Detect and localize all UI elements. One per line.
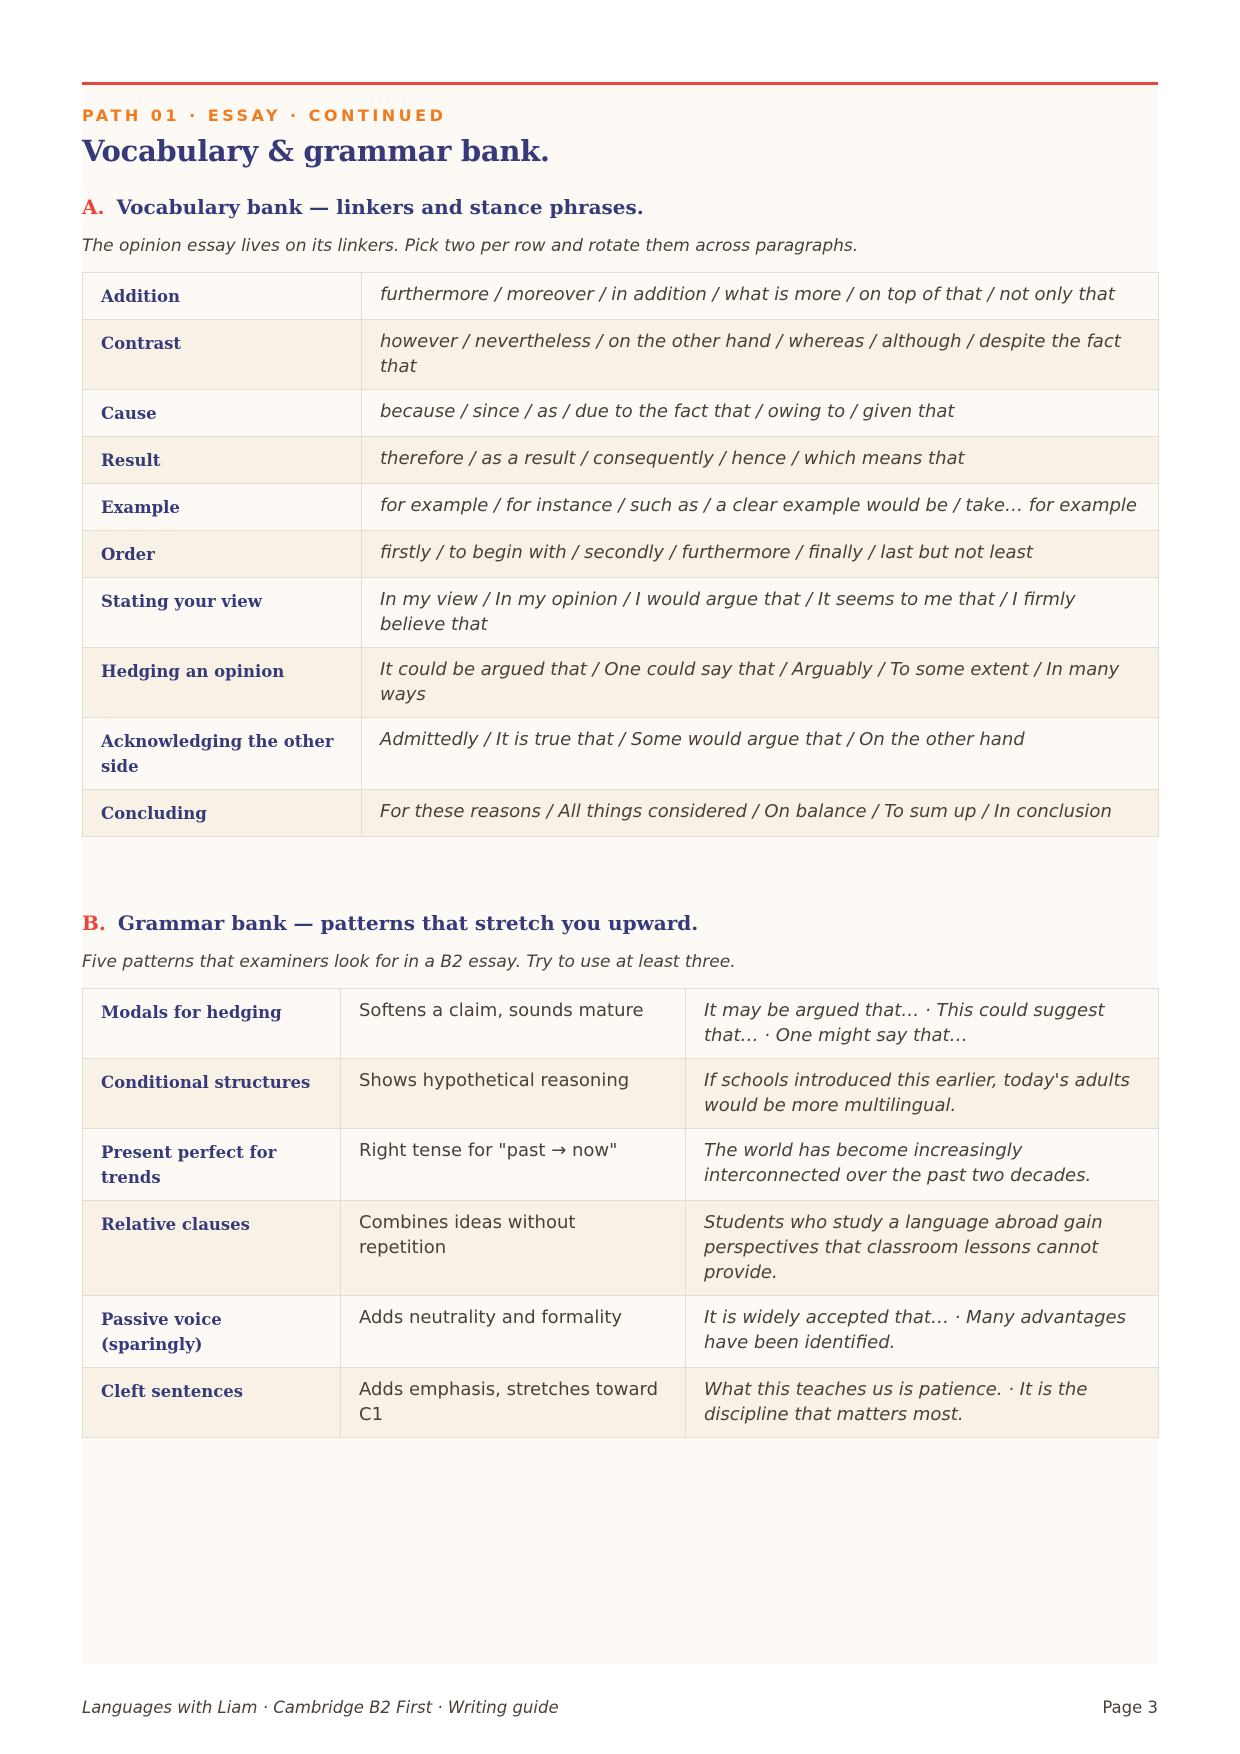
table-row — [83, 1296, 1159, 1368]
row-label: Stating your view — [83, 578, 362, 648]
grammar-table — [82, 988, 1159, 1438]
row-purpose: Shows hypothetical reasoning — [341, 1059, 686, 1129]
table-row — [83, 320, 1159, 390]
table-row — [83, 531, 1159, 578]
table-row — [83, 1201, 1159, 1296]
table-row — [83, 1129, 1159, 1201]
row-label: Modals for hedging — [83, 989, 341, 1059]
row-phrases: It could be argued that / One could say that / Arguably / To some extent / In many ways — [362, 648, 1159, 718]
row-phrases: firstly / to begin with / secondly / furthermore / finally / last but not least — [362, 531, 1159, 578]
row-label: Concluding — [83, 790, 362, 837]
row-label: Result — [83, 437, 362, 484]
row-label: Order — [83, 531, 362, 578]
section-a-title: Vocabulary bank — linkers and stance phrases. — [116, 195, 644, 219]
row-phrases: for example / for instance / such as / a clear example would be / take… for example — [362, 484, 1159, 531]
table-row — [83, 648, 1159, 718]
section-b-title: Grammar bank — patterns that stretch you upward. — [117, 911, 699, 935]
footer-credit: Languages with Liam · Cambridge B2 First · Writing guide — [82, 1698, 559, 1717]
table-row — [83, 989, 1159, 1059]
row-example: It is widely accepted that… · Many advantages have been identified. — [686, 1296, 1159, 1368]
page-number: Page 3 — [1102, 1698, 1158, 1717]
row-purpose: Adds neutrality and formality — [341, 1296, 686, 1368]
page-title: Vocabulary & grammar bank. — [82, 134, 550, 168]
section-b-letter: B. — [82, 911, 106, 935]
row-label: Conditional structures — [83, 1059, 341, 1129]
row-label: Example — [83, 484, 362, 531]
table-row — [83, 273, 1159, 320]
row-label: Contrast — [83, 320, 362, 390]
table-row — [83, 1368, 1159, 1438]
section-a-intro: The opinion essay lives on its linkers. Pick two per row and rotate them across paragraphs. — [82, 236, 859, 256]
row-example: Students who study a language abroad gain perspectives that classroom lessons cannot provide. — [686, 1201, 1159, 1296]
row-purpose: Combines ideas without repetition — [341, 1201, 686, 1296]
table-row — [83, 484, 1159, 531]
table-row — [83, 1059, 1159, 1129]
row-phrases: In my view / In my opinion / I would argue that / It seems to me that / I firmly believe that — [362, 578, 1159, 648]
row-phrases: For these reasons / All things considered / On balance / To sum up / In conclusion — [362, 790, 1159, 837]
row-example: It may be argued that… · This could suggest that… · One might say that… — [686, 989, 1159, 1059]
section-a-letter: A. — [82, 195, 105, 219]
section-b-heading — [82, 911, 698, 935]
section-b-intro: Five patterns that examiners look for in a B2 essay. Try to use at least three. — [82, 952, 736, 972]
table-row — [83, 578, 1159, 648]
row-label: Cleft sentences — [83, 1368, 341, 1438]
row-phrases: therefore / as a result / consequently / hence / which means that — [362, 437, 1159, 484]
row-example: The world has become increasingly interconnected over the past two decades. — [686, 1129, 1159, 1201]
row-label: Passive voice (sparingly) — [83, 1296, 341, 1368]
row-purpose: Adds emphasis, stretches toward C1 — [341, 1368, 686, 1438]
row-label: Hedging an opinion — [83, 648, 362, 718]
row-purpose: Right tense for "past → now" — [341, 1129, 686, 1201]
table-row — [83, 437, 1159, 484]
row-label: Relative clauses — [83, 1201, 341, 1296]
row-example: If schools introduced this earlier, today's adults would be more multilingual. — [686, 1059, 1159, 1129]
row-label: Acknowledging the other side — [83, 718, 362, 790]
table-row — [83, 790, 1159, 837]
row-example: What this teaches us is patience. · It is the discipline that matters most. — [686, 1368, 1159, 1438]
row-label: Present perfect for trends — [83, 1129, 341, 1201]
row-label: Addition — [83, 273, 362, 320]
section-a-heading — [82, 195, 644, 219]
table-row — [83, 718, 1159, 790]
row-phrases: Admittedly / It is true that / Some would argue that / On the other hand — [362, 718, 1159, 790]
row-purpose: Softens a claim, sounds mature — [341, 989, 686, 1059]
row-phrases: furthermore / moreover / in addition / what is more / on top of that / not only that — [362, 273, 1159, 320]
section-kicker: PATH 01 · ESSAY · CONTINUED — [82, 106, 447, 125]
row-label: Cause — [83, 390, 362, 437]
vocabulary-table — [82, 272, 1159, 837]
row-phrases: because / since / as / due to the fact that / owing to / given that — [362, 390, 1159, 437]
row-phrases: however / nevertheless / on the other hand / whereas / although / despite the fact that — [362, 320, 1159, 390]
table-row — [83, 390, 1159, 437]
